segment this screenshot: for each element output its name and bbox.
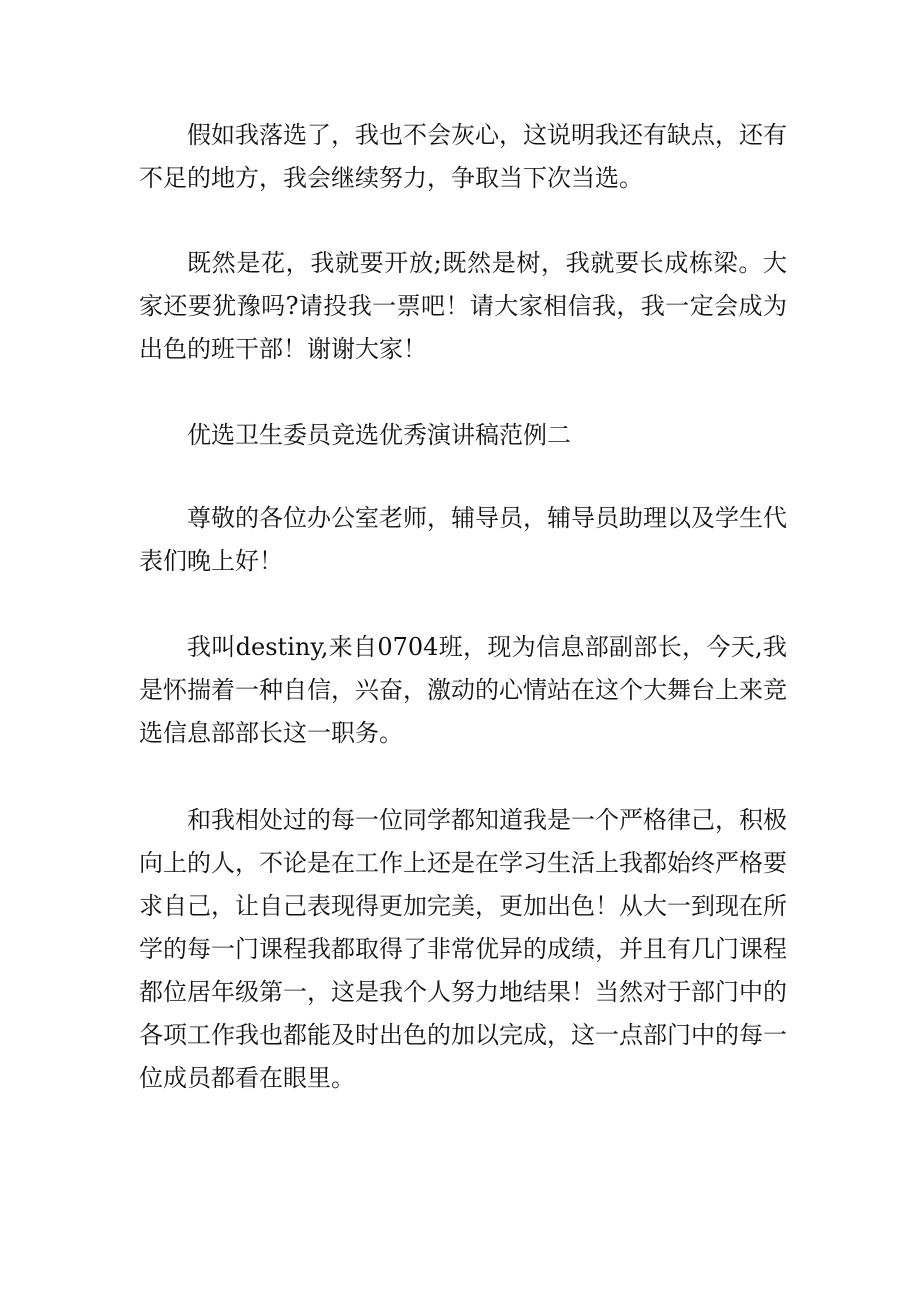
paragraph-closing-appeal: 既然是花，我就要开放;既然是树，我就要长成栋梁。大家还要犹豫吗?请投我一票吧！请大家相信我，我一定会成为出色的班干部！谢谢大家！ bbox=[139, 249, 787, 363]
paragraph-greeting: 尊敬的各位办公室老师，辅导员，辅导员助理以及学生代表们晚上好！ bbox=[139, 504, 787, 575]
paragraph-self-description: 和我相处过的每一位同学都知道我是一个严格律己，积极向上的人，不论是在工作上还是在学习生活上我都始终严格要求自己，让自己表现得更加完美，更加出色！从大一到现在所学的每一门课程我都取得了非常优异的成绩，并且有几门课程都位居年级第一，这是我个人努力地结果！当然对于部门中的各项工作我也都能及时出色的加以完成，这一点部门中的每一位成员都看在眼里。 bbox=[139, 806, 787, 1092]
section-heading: 优选卫生委员竞选优秀演讲稿范例二 bbox=[187, 421, 571, 449]
paragraph-not-elected: 假如我落选了，我也不会灰心，这说明我还有缺点，还有不足的地方，我会继续努力，争取当下次当选。 bbox=[139, 121, 787, 192]
paragraph-introduction: 我叫destiny,来自0704班，现为信息部副部长，今天,我是怀揣着一种自信，兴奋，激动的心情站在这个大舞台上来竞选信息部部长这一职务。 bbox=[139, 633, 787, 747]
